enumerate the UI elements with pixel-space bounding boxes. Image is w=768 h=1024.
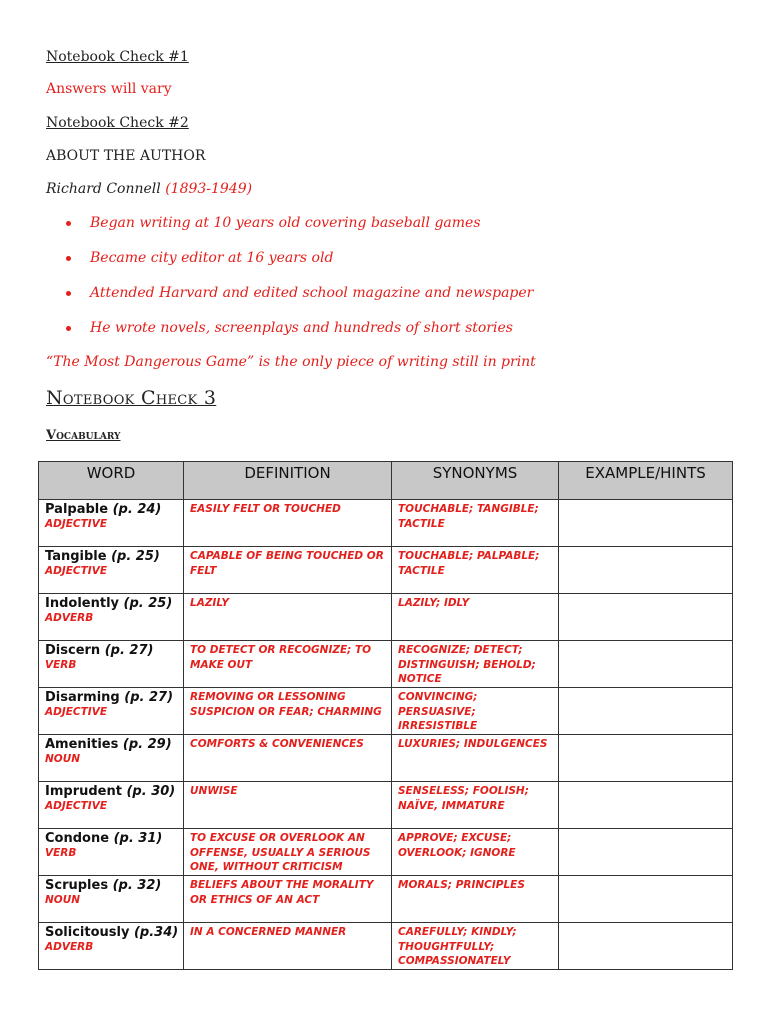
definition-cell: REMOVING OR LESSONING SUSPICION OR FEAR; CHARMING xyxy=(184,688,392,735)
definition-cell: TO EXCUSE OR OVERLOOK AN OFFENSE, USUALLY A SERIOUS ONE, WITHOUT CRITICISM xyxy=(184,829,392,876)
example-cell[interactable] xyxy=(559,876,733,923)
synonyms-cell: LUXURIES; INDULGENCES xyxy=(392,735,559,782)
word-cell xyxy=(39,782,184,829)
page-ref: (p. 30) xyxy=(126,784,176,799)
example-cell[interactable] xyxy=(559,688,733,735)
definition-cell: UNWISE xyxy=(184,782,392,829)
table-row xyxy=(39,876,733,923)
example-cell[interactable] xyxy=(559,500,733,547)
definition-cell: COMFORTS & CONVENIENCES xyxy=(184,735,392,782)
part-of-speech: ADJECTIVE xyxy=(45,518,107,530)
vocabulary-heading: Vocabulary xyxy=(46,428,121,443)
table-row xyxy=(39,829,733,876)
word-cell xyxy=(39,641,184,688)
vocab-word: Amenities xyxy=(45,737,119,752)
author-fact: He wrote novels, screenplays and hundreds of short stories xyxy=(64,317,533,352)
synonyms-cell: LAZILY; IDLY xyxy=(392,594,559,641)
vocabulary-table xyxy=(38,461,733,970)
column-header-example-hints: EXAMPLE/HINTS xyxy=(559,462,733,500)
example-cell[interactable] xyxy=(559,829,733,876)
definition-cell: IN A CONCERNED MANNER xyxy=(184,923,392,970)
definition-cell: LAZILY xyxy=(184,594,392,641)
vocab-word: Imprudent xyxy=(45,784,122,799)
page-ref: (p. 27) xyxy=(124,690,174,705)
part-of-speech: VERB xyxy=(45,659,77,671)
vocab-word: Condone xyxy=(45,831,110,846)
page-ref: (p. 24) xyxy=(112,502,162,517)
author-facts-list xyxy=(64,212,533,352)
example-cell[interactable] xyxy=(559,547,733,594)
vocab-word: Disarming xyxy=(45,690,120,705)
bullet-icon xyxy=(66,291,71,296)
synonyms-cell: CAREFULLY; KINDLY; THOUGHTFULLY; COMPASSIONATELY xyxy=(392,923,559,970)
table-row xyxy=(39,688,733,735)
definition-cell: BELIEFS ABOUT THE MORALITY OR ETHICS OF AN ACT xyxy=(184,876,392,923)
word-cell xyxy=(39,688,184,735)
vocab-word: Discern xyxy=(45,643,101,658)
column-header-definition: DEFINITION xyxy=(184,462,392,500)
table-header-row xyxy=(39,462,733,500)
author-line xyxy=(46,181,252,197)
vocab-word: Solicitously xyxy=(45,925,130,940)
part-of-speech: ADJECTIVE xyxy=(45,800,107,812)
example-cell[interactable] xyxy=(559,923,733,970)
synonyms-cell: RECOGNIZE; DETECT; DISTINGUISH; BEHOLD; NOTICE xyxy=(392,641,559,688)
vocab-word: Tangible xyxy=(45,549,107,564)
word-cell xyxy=(39,923,184,970)
table-row xyxy=(39,782,733,829)
word-cell xyxy=(39,500,184,547)
author-fact: Became city editor at 16 years old xyxy=(64,247,533,282)
page-ref: (p. 29) xyxy=(122,737,172,752)
notebook-check-3-title: Notebook Check 3 xyxy=(46,387,217,409)
word-cell xyxy=(39,547,184,594)
about-author-heading: ABOUT THE AUTHOR xyxy=(46,148,206,164)
table-row xyxy=(39,641,733,688)
author-fact: Began writing at 10 years old covering baseball games xyxy=(64,212,533,247)
definition-cell: CAPABLE OF BEING TOUCHED OR FELT xyxy=(184,547,392,594)
part-of-speech: NOUN xyxy=(45,894,81,906)
table-row xyxy=(39,594,733,641)
page-ref: (p. 31) xyxy=(113,831,163,846)
vocab-word: Scruples xyxy=(45,878,109,893)
synonyms-cell: CONVINCING; PERSUASIVE; IRRESISTIBLE xyxy=(392,688,559,735)
word-cell xyxy=(39,594,184,641)
part-of-speech: ADJECTIVE xyxy=(45,706,107,718)
page-ref: (p. 27) xyxy=(104,643,154,658)
synonyms-cell: APPROVE; EXCUSE; OVERLOOK; IGNORE xyxy=(392,829,559,876)
part-of-speech: VERB xyxy=(45,847,77,859)
definition-cell: EASILY FELT OR TOUCHED xyxy=(184,500,392,547)
example-cell[interactable] xyxy=(559,594,733,641)
definition-cell: TO DETECT OR RECOGNIZE; TO MAKE OUT xyxy=(184,641,392,688)
part-of-speech: ADJECTIVE xyxy=(45,565,107,577)
author-years: (1893-1949) xyxy=(165,181,253,197)
table-row xyxy=(39,547,733,594)
example-cell[interactable] xyxy=(559,735,733,782)
part-of-speech: ADVERB xyxy=(45,941,94,953)
vocab-word: Indolently xyxy=(45,596,120,611)
synonyms-cell: SENSELESS; FOOLISH; NAÏVE, IMMATURE xyxy=(392,782,559,829)
page-ref: (p. 32) xyxy=(112,878,162,893)
notebook-check-1-title: Notebook Check #1 xyxy=(46,49,189,65)
author-fact: Attended Harvard and edited school magazine and newspaper xyxy=(64,282,533,317)
bullet-icon xyxy=(66,256,71,261)
synonyms-cell: MORALS; PRINCIPLES xyxy=(392,876,559,923)
column-header-synonyms: SYNONYMS xyxy=(392,462,559,500)
notebook-check-1-answer: Answers will vary xyxy=(46,81,172,97)
table-row xyxy=(39,500,733,547)
synonyms-cell: TOUCHABLE; PALPABLE; TACTILE xyxy=(392,547,559,594)
notebook-check-2-title: Notebook Check #2 xyxy=(46,115,189,131)
vocab-word: Palpable xyxy=(45,502,109,517)
table-row xyxy=(39,735,733,782)
part-of-speech: NOUN xyxy=(45,753,81,765)
bullet-icon xyxy=(66,326,71,331)
page-ref: (p. 25) xyxy=(111,549,160,564)
word-cell xyxy=(39,829,184,876)
example-cell[interactable] xyxy=(559,641,733,688)
page-ref: (p.34) xyxy=(133,925,179,940)
closing-note: “The Most Dangerous Game” is the only piece of writing still in print xyxy=(46,354,536,370)
word-cell xyxy=(39,735,184,782)
author-name: Richard Connell xyxy=(46,181,161,197)
word-cell xyxy=(39,876,184,923)
table-row xyxy=(39,923,733,970)
column-header-word: WORD xyxy=(39,462,184,500)
part-of-speech: ADVERB xyxy=(45,612,94,624)
synonyms-cell: TOUCHABLE; TANGIBLE; TACTILE xyxy=(392,500,559,547)
page-ref: (p. 25) xyxy=(123,596,173,611)
bullet-icon xyxy=(66,221,71,226)
example-cell[interactable] xyxy=(559,782,733,829)
